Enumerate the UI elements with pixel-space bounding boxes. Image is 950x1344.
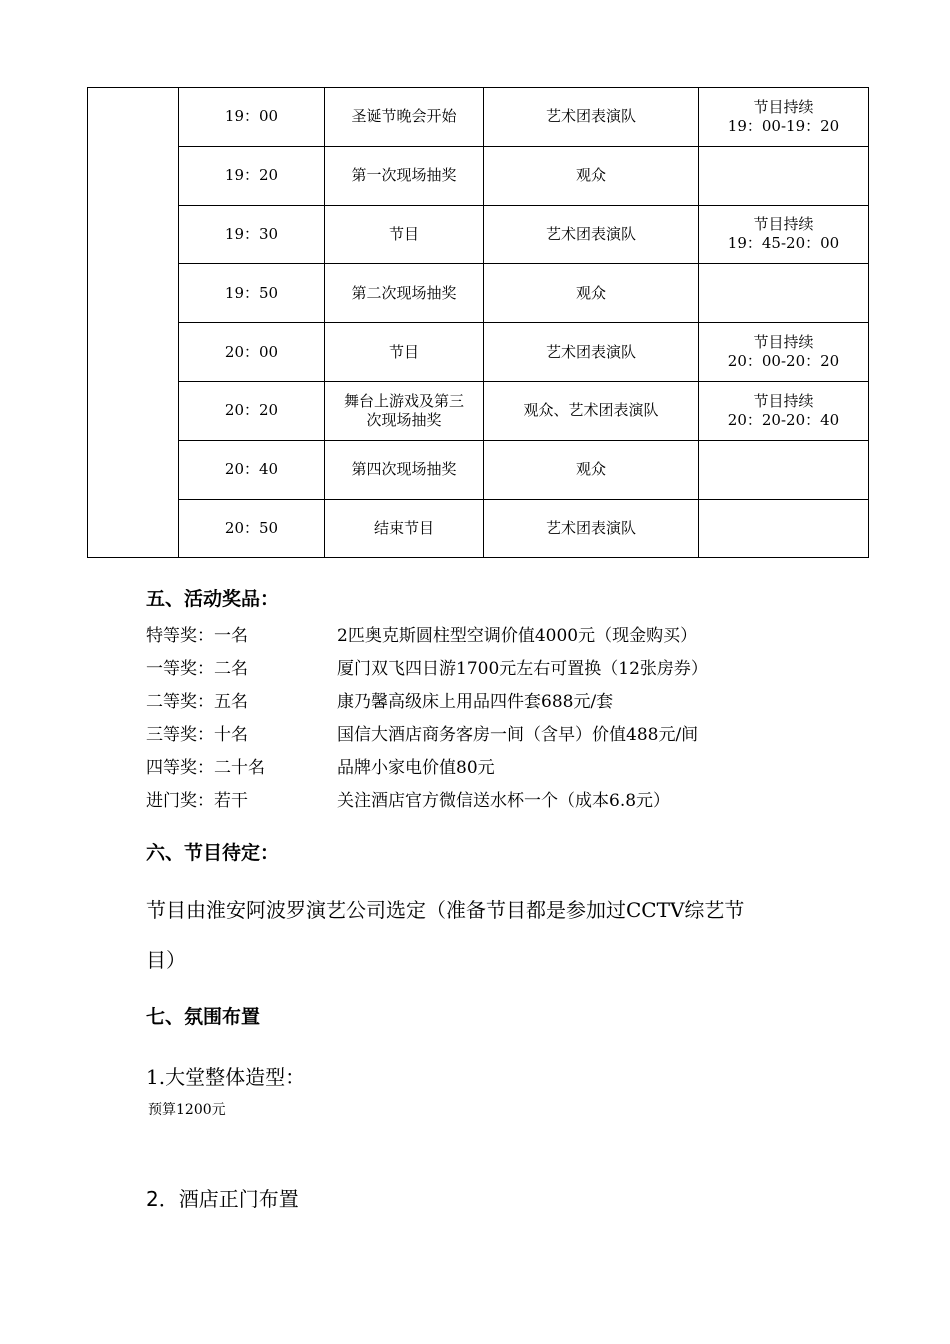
item-cell: 节目: [325, 205, 484, 264]
prize-row: [146, 719, 846, 752]
time-cell: 20：00: [179, 323, 325, 382]
prize-level: 一等奖：二名: [146, 659, 248, 679]
note-cell: [699, 146, 869, 205]
schedule-row: [88, 205, 869, 264]
time-cell: 19：00: [179, 88, 325, 147]
schedule-row: [88, 88, 869, 147]
person-cell: 艺术团表演队: [484, 88, 699, 147]
prize-level: 三等奖：十名: [146, 725, 248, 745]
prize-description: 国信大酒店商务客房一间（含早）价值488元/间: [337, 725, 699, 745]
time-cell: 19：20: [179, 146, 325, 205]
budget-text: 预算1200元: [148, 1102, 226, 1118]
note-cell: [699, 499, 869, 558]
prize-description: 2匹奥克斯圆柱型空调价值4000元（现金购买）: [337, 626, 698, 646]
prize-level: 进门奖：若干: [146, 791, 248, 811]
item-cell: [325, 381, 484, 440]
person-cell: 艺术团表演队: [484, 205, 699, 264]
time-cell: 19：30: [179, 205, 325, 264]
person-cell: 艺术团表演队: [484, 323, 699, 382]
prize-description: 品牌小家电价值80元: [337, 758, 495, 778]
schedule-row: [88, 264, 869, 323]
note-cell: [699, 264, 869, 323]
schedule-row: [88, 323, 869, 382]
note-cell: [699, 440, 869, 499]
time-cell: 19：50: [179, 264, 325, 323]
schedule-row: [88, 146, 869, 205]
section-5-heading: 五、活动奖品：: [146, 588, 280, 610]
note-cell: [699, 381, 869, 440]
item-cell: 第四次现场抽奖: [325, 440, 484, 499]
prize-description: 关注酒店官方微信送水杯一个（成本6.8元）: [337, 791, 671, 811]
prize-row: [146, 785, 846, 818]
note-cell: [699, 88, 869, 147]
section-7-heading: 七、氛围布置: [146, 1006, 261, 1028]
item-cell: 第一次现场抽奖: [325, 146, 484, 205]
person-cell: 艺术团表演队: [484, 499, 699, 558]
prize-row: [146, 752, 846, 785]
note-cell-line: 20：20-20：40: [727, 410, 840, 429]
note-cell-line: 19：00-19：20: [727, 116, 840, 135]
item-cell-line: 舞台上游戏及第三: [343, 391, 464, 410]
person-cell: 观众、艺术团表演队: [484, 381, 699, 440]
note-cell: [699, 323, 869, 382]
section-7-item-1: 1.大堂整体造型：: [146, 1065, 306, 1089]
note-cell-line: 20：00-20：20: [727, 352, 840, 371]
section-6-text-line1: 节目由淮安阿波罗演艺公司选定（准备节目都是参加过CCTV综艺节: [146, 898, 745, 922]
section-7-item-2: 2．酒店正门布置: [146, 1187, 299, 1211]
section-6-heading: 六、节目待定：: [146, 842, 280, 864]
item-cell: 结束节目: [325, 499, 484, 558]
schedule-row: [88, 440, 869, 499]
note-cell: [699, 205, 869, 264]
time-cell: 20：40: [179, 440, 325, 499]
person-cell: 观众: [484, 440, 699, 499]
prize-level: 特等奖：一名: [146, 626, 248, 646]
note-cell-line: 19：45-20：00: [727, 234, 840, 253]
note-cell-line: 节目持续: [753, 391, 814, 410]
merged-left-cell: [88, 88, 179, 558]
item-cell-line: 次现场抽奖: [366, 410, 442, 429]
note-cell-line: 节目持续: [753, 333, 814, 352]
schedule-row: [88, 499, 869, 558]
person-cell: 观众: [484, 146, 699, 205]
section-6-text-line2: 目）: [146, 948, 186, 972]
note-cell-line: 节目持续: [753, 97, 814, 116]
prize-row: [146, 686, 846, 719]
prize-description: 康乃馨高级床上用品四件套688元/套: [337, 692, 614, 712]
schedule-row: [88, 381, 869, 440]
prize-row: [146, 620, 846, 653]
item-cell: 圣诞节晚会开始: [325, 88, 484, 147]
time-cell: 20：20: [179, 381, 325, 440]
prize-level: 四等奖：二十名: [146, 758, 265, 778]
item-cell: 第二次现场抽奖: [325, 264, 484, 323]
note-cell-line: 节目持续: [753, 215, 814, 234]
person-cell: 观众: [484, 264, 699, 323]
schedule-table: [87, 87, 869, 558]
item-cell: 节目: [325, 323, 484, 382]
prize-level: 二等奖：五名: [146, 692, 248, 712]
prize-row: [146, 653, 846, 686]
time-cell: 20：50: [179, 499, 325, 558]
prize-description: 厦门双飞四日游1700元左右可置换（12张房券）: [337, 659, 708, 679]
